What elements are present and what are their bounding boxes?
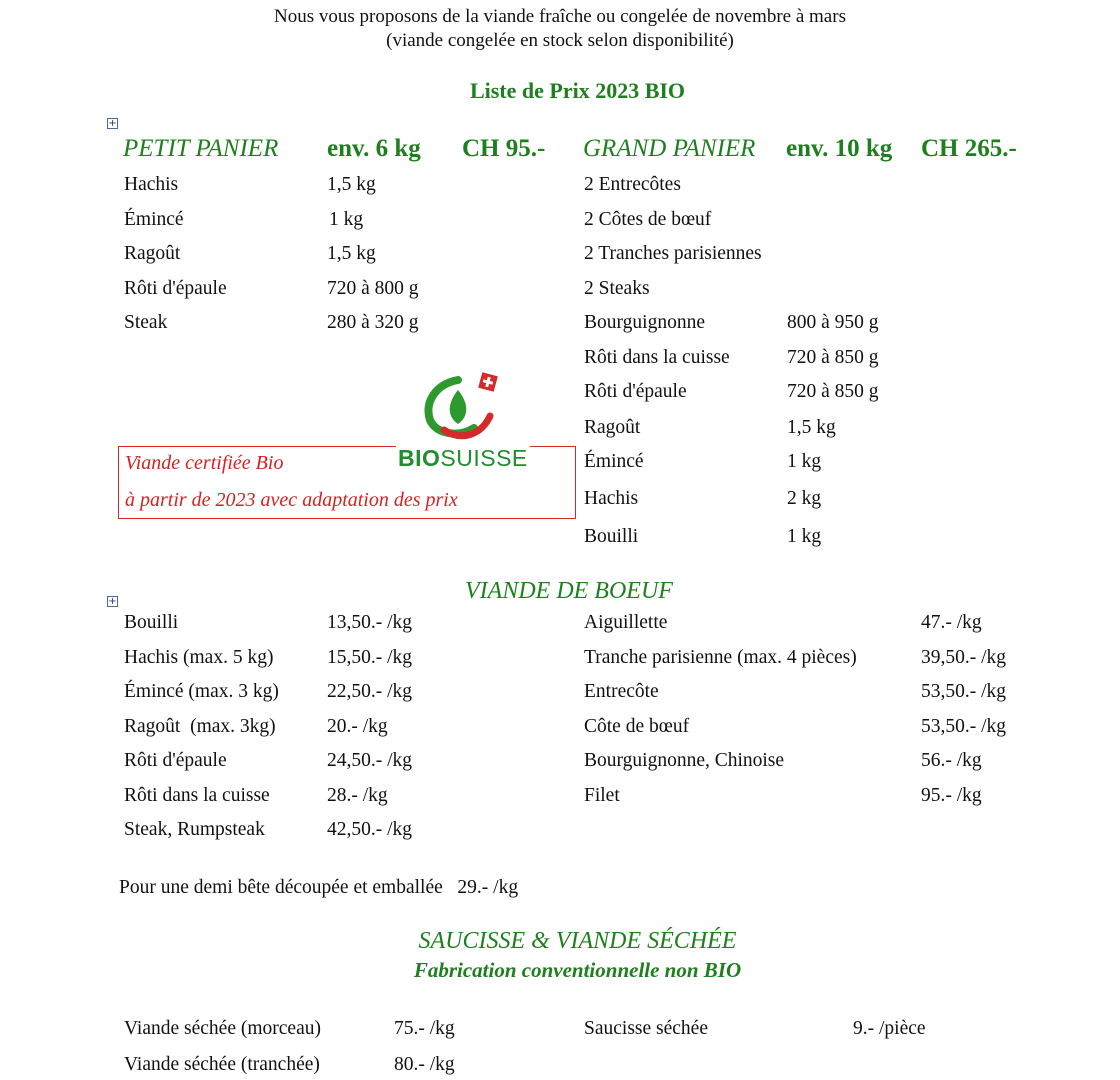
list-item-name: Bouilli [584, 526, 639, 547]
list-item-name: Steak [124, 312, 168, 333]
list-item-qty: 280 à 320 g [327, 312, 419, 333]
bio-note-line-2: à partir de 2023 avec adaptation des prix [125, 489, 458, 511]
list-item-name: Émincé [124, 209, 184, 230]
price-list-title: Liste de Prix 2023 BIO [469, 78, 686, 103]
list-item-price: 24,50.- /kg [327, 750, 413, 771]
list-item-name: Rôti d'épaule [124, 750, 227, 771]
list-item-price: 22,50.- /kg [327, 681, 413, 702]
list-item-name: Bourguignonne [584, 312, 705, 333]
logo-text-suisse: SUISSE [440, 445, 528, 471]
list-item-price: 95.- /kg [921, 785, 982, 806]
list-item-name: Rôti d'épaule [124, 278, 227, 299]
list-item-name: Ragoût [584, 417, 641, 438]
list-item-name: Côte de bœuf [584, 716, 690, 737]
list-item-price: 42,50.- /kg [327, 819, 413, 840]
grand-panier-price: CH 265.- [921, 135, 1017, 162]
list-item-name: Viande séchée (tranchée) [124, 1054, 320, 1075]
biosuisse-bud-logo-icon [418, 372, 500, 442]
list-item-price: 20.- /kg [327, 716, 388, 737]
list-item-name: Émincé [584, 451, 644, 472]
bio-note-line-1: Viande certifiée Bio [125, 452, 284, 474]
list-item-qty: 1 kg [329, 209, 364, 230]
list-item-qty: 720 à 850 g [787, 381, 879, 402]
list-item-name: Entrecôte [584, 681, 659, 702]
list-item-name: Viande séchée (morceau) [124, 1018, 321, 1039]
list-item-price: 56.- /kg [921, 750, 982, 771]
list-item-qty: 1 kg [787, 451, 822, 472]
list-item-qty: 720 à 800 g [327, 278, 419, 299]
petit-panier-price: CH 95.- [462, 135, 546, 162]
list-item-name: Rôti dans la cuisse [124, 785, 270, 806]
list-item-name: Hachis [124, 174, 179, 195]
logo-text-bio: BIO [398, 445, 441, 471]
list-item-price: 9.- /pièce [853, 1018, 926, 1039]
list-item-name: Bouilli [124, 612, 179, 633]
petit-panier-title: PETIT PANIER [123, 135, 279, 162]
list-item-name: Ragoût (max. 3kg) [124, 716, 276, 737]
list-item-name: 2 Côtes de bœuf [584, 209, 712, 230]
demi-bete-price: Pour une demi bête découpée et emballée 29.- /kg [119, 877, 519, 898]
saucisse-section-title: SAUCISSE & VIANDE SÉCHÉE [418, 928, 737, 954]
list-item-price: 39,50.- /kg [921, 647, 1007, 668]
table-move-handle[interactable]: + [108, 596, 117, 607]
list-item-qty: 720 à 850 g [787, 347, 879, 368]
list-item-name: 2 Tranches parisiennes [584, 243, 762, 264]
list-item-name: Rôti dans la cuisse [584, 347, 730, 368]
list-item-name: Hachis [584, 488, 639, 509]
list-item-name: Émincé (max. 3 kg) [124, 681, 279, 702]
saucisse-section-subtitle: Fabrication conventionnelle non BIO [413, 958, 742, 982]
intro-line-2: (viande congelée en stock selon disponibilité) [386, 30, 734, 51]
list-item-name: Tranche parisienne (max. 4 pièces) [584, 647, 857, 668]
list-item-name: Filet [584, 785, 620, 806]
list-item-name: Steak, Rumpsteak [124, 819, 265, 840]
petit-panier-weight: env. 6 kg [327, 135, 421, 162]
list-item-name: Aiguillette [584, 612, 668, 633]
list-item-price: 47.- /kg [921, 612, 982, 633]
grand-panier-weight: env. 10 kg [786, 135, 893, 162]
list-item-price: 80.- /kg [394, 1054, 455, 1075]
list-item-qty: 1,5 kg [327, 174, 376, 195]
list-item-qty: 800 à 950 g [787, 312, 879, 333]
list-item-price: 53,50.- /kg [921, 681, 1007, 702]
list-item-name: 2 Entrecôtes [584, 174, 681, 195]
list-item-name: Hachis (max. 5 kg) [124, 647, 274, 668]
list-item-name: Ragoût [124, 243, 181, 264]
grand-panier-title: GRAND PANIER [583, 135, 756, 162]
list-item-price: 15,50.- /kg [327, 647, 413, 668]
list-item-price: 28.- /kg [327, 785, 388, 806]
intro-line-1: Nous vous proposons de la viande fraîche ou congelée de novembre à mars [274, 6, 846, 27]
list-item-price: 13,50.- /kg [327, 612, 413, 633]
list-item-price: 75.- /kg [394, 1018, 455, 1039]
list-item-qty: 1,5 kg [327, 243, 376, 264]
biosuisse-logo-text [396, 445, 530, 472]
list-item-name: 2 Steaks [584, 278, 650, 299]
list-item-name: Saucisse séchée [584, 1018, 708, 1039]
list-item-qty: 1 kg [787, 526, 822, 547]
list-item-price: 53,50.- /kg [921, 716, 1007, 737]
list-item-name: Bourguignonne, Chinoise [584, 750, 785, 771]
boeuf-section-title: VIANDE DE BOEUF [465, 578, 673, 604]
list-item-qty: 1,5 kg [787, 417, 836, 438]
list-item-qty: 2 kg [787, 488, 822, 509]
list-item-name: Rôti d'épaule [584, 381, 687, 402]
table-move-handle[interactable]: + [108, 118, 117, 129]
